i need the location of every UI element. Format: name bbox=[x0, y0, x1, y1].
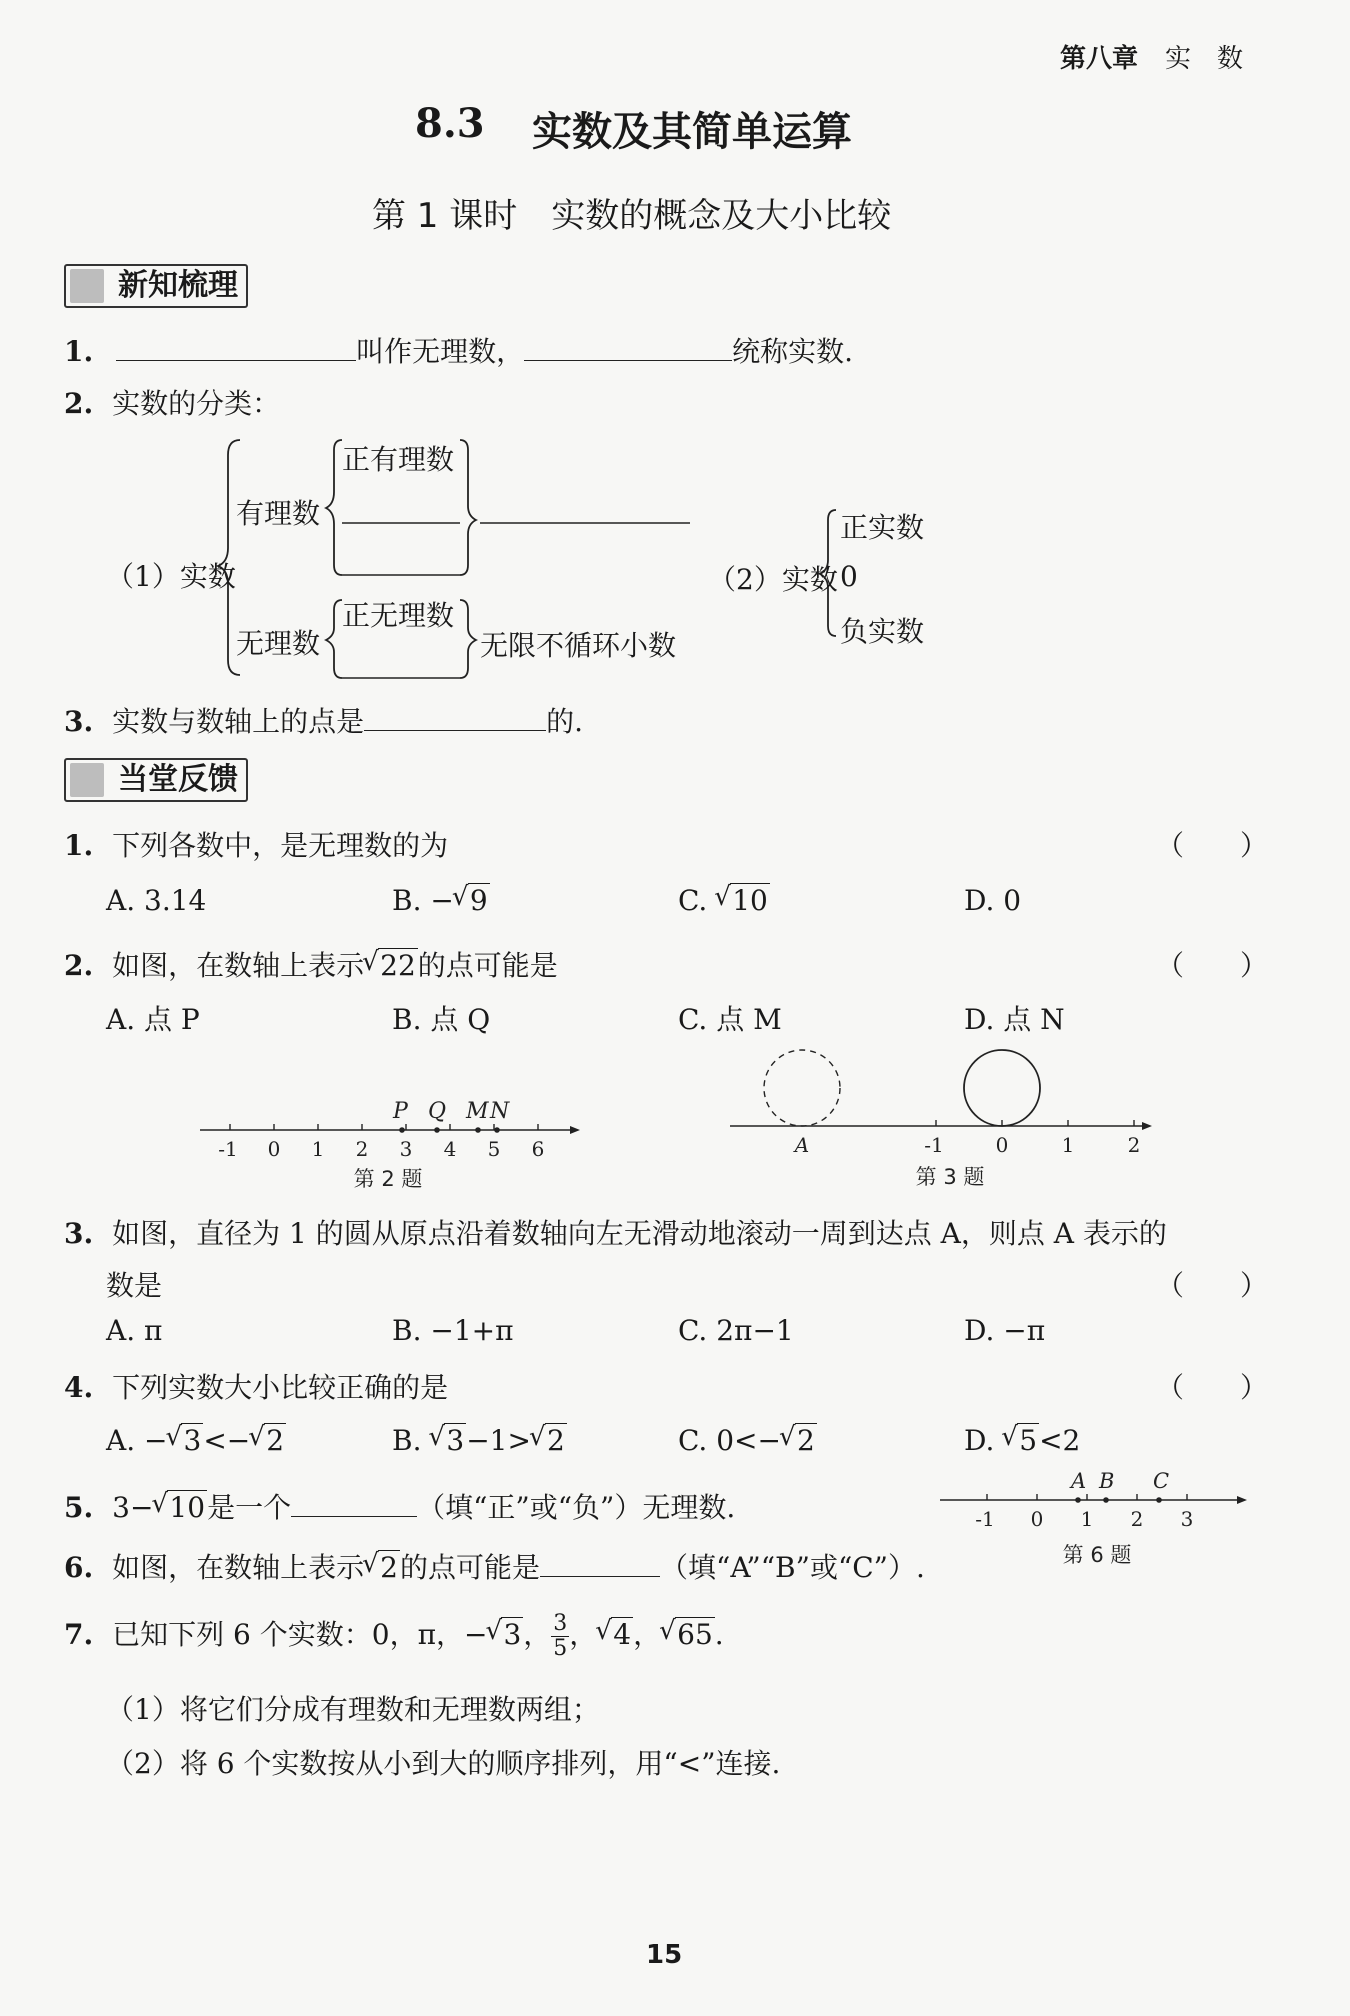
radicand: 5 bbox=[1019, 1424, 1038, 1457]
figure-2-number-line bbox=[190, 1090, 590, 1200]
problem-1 bbox=[64, 824, 448, 864]
sqrt bbox=[430, 1424, 466, 1457]
problem-text: 是一个 bbox=[207, 1491, 292, 1524]
item-text: 的. bbox=[546, 705, 584, 738]
chapter-label: 第八章 bbox=[1060, 44, 1139, 74]
section-tag-label: 新知梳理 bbox=[118, 268, 238, 303]
problem-text: 的点可能是 bbox=[417, 949, 558, 982]
problem-text: 如图，直径为 1 的圆从原点沿着数轴向左无滑动地滚动一周到达点 A，则点 A 表示的 bbox=[112, 1217, 1167, 1250]
point-label-c: C bbox=[1153, 1469, 1170, 1493]
answer-blank[interactable] bbox=[364, 729, 546, 731]
sqrt bbox=[531, 1424, 567, 1457]
item-number: 2. bbox=[64, 387, 94, 420]
radicand: 4 bbox=[613, 1618, 632, 1651]
problem-3-line2: 数是 bbox=[106, 1269, 163, 1302]
problem-text: 已知下列 6 个实数：0，π，− bbox=[112, 1618, 488, 1651]
tick-label: -1 bbox=[218, 1137, 238, 1161]
option-a[interactable]: A. 3.14 bbox=[106, 884, 207, 917]
option-c[interactable]: C. 点 M bbox=[678, 1003, 782, 1036]
tick-label: 5 bbox=[487, 1137, 501, 1161]
tick-label: 0 bbox=[267, 1137, 281, 1161]
problem-6 bbox=[64, 1546, 925, 1586]
tick-label: 1 bbox=[311, 1137, 325, 1161]
option-c[interactable] bbox=[678, 884, 770, 917]
item-number: 3. bbox=[64, 1217, 94, 1250]
option-text: <− bbox=[203, 1424, 251, 1457]
item-number: 3. bbox=[64, 705, 94, 738]
tick-label: 6 bbox=[531, 1137, 545, 1161]
problem-text: （填“A”“B”或“C”）. bbox=[660, 1551, 925, 1584]
option-d[interactable]: D. 0 bbox=[964, 884, 1022, 917]
problem-text: 下列实数大小比较正确的是 bbox=[112, 1371, 449, 1404]
section-tag-feedback bbox=[64, 758, 248, 802]
item-number: 5. bbox=[64, 1491, 94, 1524]
answer-paren[interactable]: （ ） bbox=[1156, 949, 1269, 982]
tick-label: -1 bbox=[975, 1507, 995, 1531]
point-label-q: Q bbox=[428, 1099, 447, 1124]
item-text: 统称实数. bbox=[732, 335, 854, 368]
figure-6-number-line bbox=[935, 1466, 1255, 1586]
section-tag-label: 当堂反馈 bbox=[118, 762, 238, 797]
radicand: 2 bbox=[266, 1424, 285, 1457]
radicand: 10 bbox=[169, 1491, 206, 1524]
option-text: A. − bbox=[106, 1424, 168, 1457]
answer-paren[interactable]: （ ） bbox=[1156, 1269, 1269, 1302]
positive-irrational-label: 正无理数 bbox=[342, 599, 455, 632]
positive-real-label: 正实数 bbox=[840, 511, 925, 544]
answer-paren[interactable]: （ ） bbox=[1156, 1371, 1269, 1404]
option-text: −1> bbox=[466, 1424, 531, 1457]
sqrt bbox=[364, 949, 418, 982]
tick-label: 3 bbox=[399, 1137, 413, 1161]
option-d[interactable]: D. 点 N bbox=[964, 1003, 1065, 1036]
problem-2 bbox=[64, 944, 558, 984]
problem-4 bbox=[64, 1366, 448, 1406]
zero-label: 0 bbox=[840, 560, 858, 593]
tick-label: -1 bbox=[924, 1133, 944, 1157]
knowledge-item-3 bbox=[64, 700, 583, 740]
option-b[interactable] bbox=[392, 884, 490, 917]
real-number-label-1: （1）实数 bbox=[106, 560, 236, 593]
item-text: 叫作无理数， bbox=[356, 335, 525, 368]
problem-text: （填“正”或“负”）无理数. bbox=[417, 1491, 736, 1524]
option-d[interactable]: D. −π bbox=[964, 1314, 1046, 1347]
irrational-label: 无理数 bbox=[236, 627, 321, 660]
radicand: 2 bbox=[546, 1424, 565, 1457]
option-text: C. bbox=[678, 884, 717, 917]
sqrt bbox=[597, 1618, 633, 1651]
positive-rational-label: 正有理数 bbox=[342, 443, 455, 476]
item-number: 1. bbox=[64, 335, 94, 368]
section-title: 实数及其简单运算 bbox=[532, 109, 852, 155]
answer-blank[interactable] bbox=[291, 1515, 417, 1517]
tick-label: 3 bbox=[1180, 1507, 1194, 1531]
radicand: 10 bbox=[732, 884, 768, 917]
option-text: B. − bbox=[392, 884, 454, 917]
point-label-p: P bbox=[393, 1099, 408, 1124]
sqrt bbox=[454, 884, 490, 917]
sqrt bbox=[716, 884, 770, 917]
item-number: 4. bbox=[64, 1371, 94, 1404]
pen-icon bbox=[70, 763, 104, 797]
separator: ， bbox=[523, 1618, 552, 1651]
answer-paren[interactable]: （ ） bbox=[1156, 829, 1269, 862]
point-label-a: A bbox=[794, 1133, 810, 1157]
figure-caption: 第 6 题 bbox=[1062, 1543, 1132, 1567]
option-a[interactable]: A. 点 P bbox=[106, 1003, 200, 1036]
point-label-b: B bbox=[1099, 1469, 1115, 1493]
problem-text: 如图，在数轴上表示 bbox=[112, 1551, 365, 1584]
problem-text: 的点可能是 bbox=[399, 1551, 540, 1584]
item-text: 实数与数轴上的点是 bbox=[112, 705, 365, 738]
sqrt bbox=[250, 1424, 286, 1457]
option-b[interactable]: B. 点 Q bbox=[392, 1003, 491, 1036]
option-a[interactable] bbox=[106, 1424, 286, 1457]
problem-7-subquestion-2: （2）将 6 个实数按从小到大的顺序排列，用“<”连接. bbox=[106, 1747, 781, 1780]
problem-5 bbox=[64, 1486, 735, 1526]
problem-7 bbox=[64, 1612, 724, 1661]
figure-caption: 第 3 题 bbox=[915, 1165, 985, 1189]
option-text: <2 bbox=[1039, 1424, 1081, 1457]
point-label-a: A bbox=[1071, 1469, 1087, 1493]
option-b[interactable] bbox=[392, 1424, 567, 1457]
radicand: 22 bbox=[380, 949, 416, 982]
option-b[interactable]: B. −1+π bbox=[392, 1314, 514, 1347]
sqrt bbox=[167, 1424, 203, 1457]
sqrt bbox=[487, 1618, 523, 1651]
option-text: C. 0<− bbox=[678, 1424, 781, 1457]
tick-label: 1 bbox=[1080, 1507, 1094, 1531]
radicand: 3 bbox=[183, 1424, 202, 1457]
page-number: 15 bbox=[646, 1940, 683, 1970]
point-label-m: M bbox=[466, 1099, 489, 1124]
problem-7-subquestion-1: （1）将它们分成有理数和无理数两组； bbox=[106, 1693, 600, 1726]
tick-label: 2 bbox=[355, 1137, 369, 1161]
radicand: 9 bbox=[469, 884, 488, 917]
nonrepeating-label: 无限不循环小数 bbox=[480, 629, 677, 662]
option-text: B. bbox=[392, 1424, 431, 1457]
point-label-n: N bbox=[490, 1099, 510, 1124]
problem-3 bbox=[64, 1212, 1167, 1252]
denominator: 5 bbox=[553, 1636, 568, 1661]
lesson-title: 第 1 课时 实数的概念及大小比较 bbox=[372, 196, 892, 236]
tick-label: 0 bbox=[995, 1133, 1009, 1157]
option-a[interactable]: A. π bbox=[106, 1314, 163, 1347]
figure-caption: 第 2 题 bbox=[353, 1167, 423, 1191]
radicand: 2 bbox=[380, 1551, 398, 1584]
numerator: 3 bbox=[553, 1611, 568, 1636]
tick-label: 2 bbox=[1130, 1507, 1144, 1531]
separator: . bbox=[714, 1618, 724, 1651]
tick-label: 4 bbox=[443, 1137, 457, 1161]
tick-label: 2 bbox=[1127, 1133, 1141, 1157]
radicand: 2 bbox=[796, 1424, 815, 1457]
radicand: 3 bbox=[446, 1424, 465, 1457]
option-c[interactable]: C. 2π−1 bbox=[678, 1314, 794, 1347]
figure-3-rolling-circle bbox=[720, 1048, 1170, 1198]
option-c[interactable] bbox=[678, 1424, 817, 1457]
sqrt bbox=[781, 1424, 817, 1457]
fraction bbox=[551, 1612, 569, 1661]
separator: ， bbox=[569, 1618, 598, 1651]
item-text: 实数的分类： bbox=[112, 387, 281, 420]
problem-text: 下列各数中，是无理数的为 bbox=[112, 829, 449, 862]
sqrt bbox=[153, 1491, 207, 1524]
sqrt bbox=[1003, 1424, 1039, 1457]
item-number: 7. bbox=[64, 1618, 94, 1651]
problem-text: 如图，在数轴上表示 bbox=[112, 949, 365, 982]
option-text: D. bbox=[964, 1424, 1004, 1457]
item-number: 1. bbox=[64, 829, 94, 862]
problem-text: 3− bbox=[112, 1491, 154, 1524]
section-number: 8.3 bbox=[415, 100, 485, 147]
radicand: 3 bbox=[503, 1618, 522, 1651]
option-d[interactable] bbox=[964, 1424, 1080, 1457]
item-number: 2. bbox=[64, 949, 94, 982]
tick-label: 1 bbox=[1061, 1133, 1075, 1157]
sqrt bbox=[364, 1551, 400, 1584]
answer-blank[interactable] bbox=[540, 1575, 660, 1577]
rational-label: 有理数 bbox=[236, 497, 321, 530]
tick-label: 0 bbox=[1030, 1507, 1044, 1531]
chapter-title: 实 数 bbox=[1165, 44, 1244, 74]
radicand: 65 bbox=[677, 1618, 713, 1651]
separator: ， bbox=[633, 1618, 662, 1651]
item-number: 6. bbox=[64, 1551, 94, 1584]
sqrt bbox=[661, 1618, 715, 1651]
negative-real-label: 负实数 bbox=[840, 615, 925, 648]
real-number-label-2: （2）实数 bbox=[708, 563, 838, 596]
